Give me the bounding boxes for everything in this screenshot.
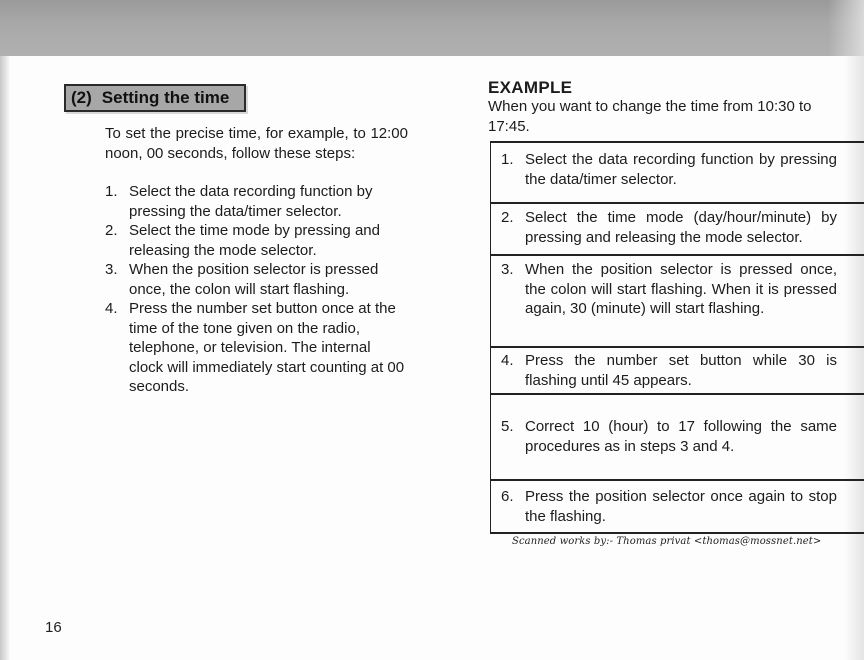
- step-text: Correct 10 (hour) to 17 following the same procedures as in steps 3 and 4.: [525, 418, 837, 455]
- setting-steps-list: [105, 182, 408, 397]
- example-steps-box: [490, 141, 864, 534]
- section-title: [64, 84, 246, 112]
- step-text: When the position selector is pressed once, the colon will start flashing.: [129, 261, 379, 298]
- step-text: Select the data recording function by pressing the data/timer selector.: [129, 183, 373, 220]
- example-step-row: [491, 348, 864, 395]
- example-step-row: [491, 204, 864, 256]
- step-number: 1.: [501, 151, 514, 168]
- page-number: 16: [45, 619, 62, 636]
- step-number: 5.: [501, 418, 514, 435]
- step-number: 2.: [105, 222, 118, 239]
- step-text: Press the position selector once again to stop the flashing.: [525, 488, 837, 525]
- list-item: [105, 299, 408, 397]
- example-step-row: [491, 395, 864, 481]
- step-text: Select the time mode by pressing and releasing the mode selector.: [129, 222, 380, 259]
- list-item: [105, 221, 408, 260]
- section-label: Setting the time: [101, 88, 230, 107]
- example-step-row: [491, 256, 864, 348]
- intro-paragraph: To set the precise time, for example, to 12:00 noon, 00 seconds, follow these steps:: [105, 125, 408, 162]
- step-number: 3.: [501, 261, 514, 278]
- example-step-row: [491, 481, 864, 534]
- step-text: Select the time mode (day/hour/minute) by pressing and releasing the mode selector.: [525, 209, 837, 246]
- scan-top-band: [0, 0, 864, 56]
- list-item: [105, 260, 408, 299]
- step-text: When the position selector is pressed once, the colon will start flashing. When it is pressed again, 30 (minute) will start flashing.: [525, 261, 837, 317]
- step-number: 1.: [105, 183, 118, 200]
- section-number: (2): [71, 88, 92, 107]
- step-text: Select the data recording function by pressing the data/timer selector.: [525, 151, 837, 188]
- scan-credit: Scanned works by:- Thomas privat <thomas@mossnet.net>: [512, 536, 822, 547]
- step-text: Press the number set button while 30 is flashing until 45 appears.: [525, 352, 837, 389]
- step-text: Press the number set button once at the time of the tone given on the radio, telephone, or television. The internal clock will immediately start counting at 00 seconds.: [129, 300, 405, 395]
- step-number: 3.: [105, 261, 118, 278]
- example-intro: When you want to change the time from 10:30 to 17:45.: [488, 98, 812, 135]
- example-step-row: [491, 143, 864, 204]
- step-number: 4.: [105, 300, 118, 317]
- step-number: 6.: [501, 488, 514, 505]
- list-item: [105, 182, 408, 221]
- example-heading: EXAMPLE: [488, 78, 573, 97]
- step-number: 2.: [501, 209, 514, 226]
- scan-binding-shadow: [0, 56, 10, 660]
- step-number: 4.: [501, 352, 514, 369]
